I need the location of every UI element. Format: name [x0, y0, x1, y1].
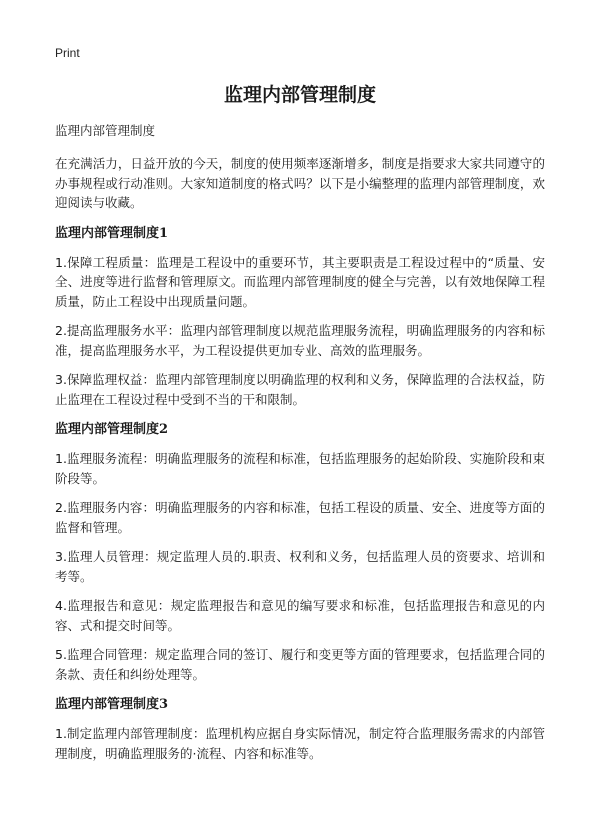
section-heading: 监理内部管理制度1	[55, 225, 169, 241]
paragraph: 1.保障工程质量：监理是工程设中的重要环节，其主要职责是工程设过程中的“质量、安全、进度等进行监督和管理原文。而监理内部管理制度的健全与完善，以有效地保障工程质量，防止工程设中出现质量问题。	[55, 254, 545, 309]
document-title: 监理内部管理制度	[223, 84, 376, 106]
section-heading: 监理内部管理制度3	[55, 697, 169, 712]
section-heading: 监理内部管理制度2	[55, 422, 169, 437]
document-subtitle: 监理内部管理制度	[55, 123, 156, 138]
paragraph: 3.保障监理权益：监理内部管理制度以明确监理的权利和义务，保障监理的合法权益，防止监理在工程设过程中受到不当的干和限制。	[55, 372, 545, 407]
section-3	[55, 696, 545, 763]
intro-paragraph: 在充满活力，日益开放的今天，制度的使用频率逐渐增多，制度是指要求大家共同遵守的办事规程或行动准则。大家知道制度的格式吗？以下是小编整理的监理内部管理制度，欢迎阅读与收藏。	[55, 156, 545, 210]
paragraph: 5.监理合同管理：规定监理合同的签订、履行和变更等方面的管理要求，包括监理合同的条款、责任和纠纷处理等。	[55, 647, 545, 682]
print-label: Print	[55, 46, 80, 60]
paragraph: 1.监理服务流程：明确监理服务的流程和标准，包括监理服务的起始阶段、实施阶段和束阶段等。	[55, 451, 545, 486]
paragraph: 2.提高监理服务水平：监理内部管理制度以规范监理服务流程，明确监理服务的内容和标准，提高监理服务水平，为工程设提供更加专业、高效的监理服务。	[55, 323, 545, 358]
paragraph: 4.监理报告和意见：规定监理报告和意见的编写要求和标准，包括监理报告和意见的内容、式和提交时间等。	[55, 598, 545, 633]
paragraph: 2.监理服务内容：明确监理服务的内容和标准，包括工程设的质量、安全、进度等方面的监督和管理。	[55, 500, 545, 535]
paragraph: 1.制定监理内部管理制度：监理机构应据自身实际情况，制定符合监理服务需求的内部管理制度，明确监理服务的·流程、内容和标准等。	[55, 726, 545, 761]
section-1	[55, 225, 545, 410]
paragraph: 3.监理人员管理：规定监理人员的.职责、权利和义务，包括监理人员的资要求、培训和考等。	[55, 549, 545, 584]
section-2	[55, 421, 545, 684]
